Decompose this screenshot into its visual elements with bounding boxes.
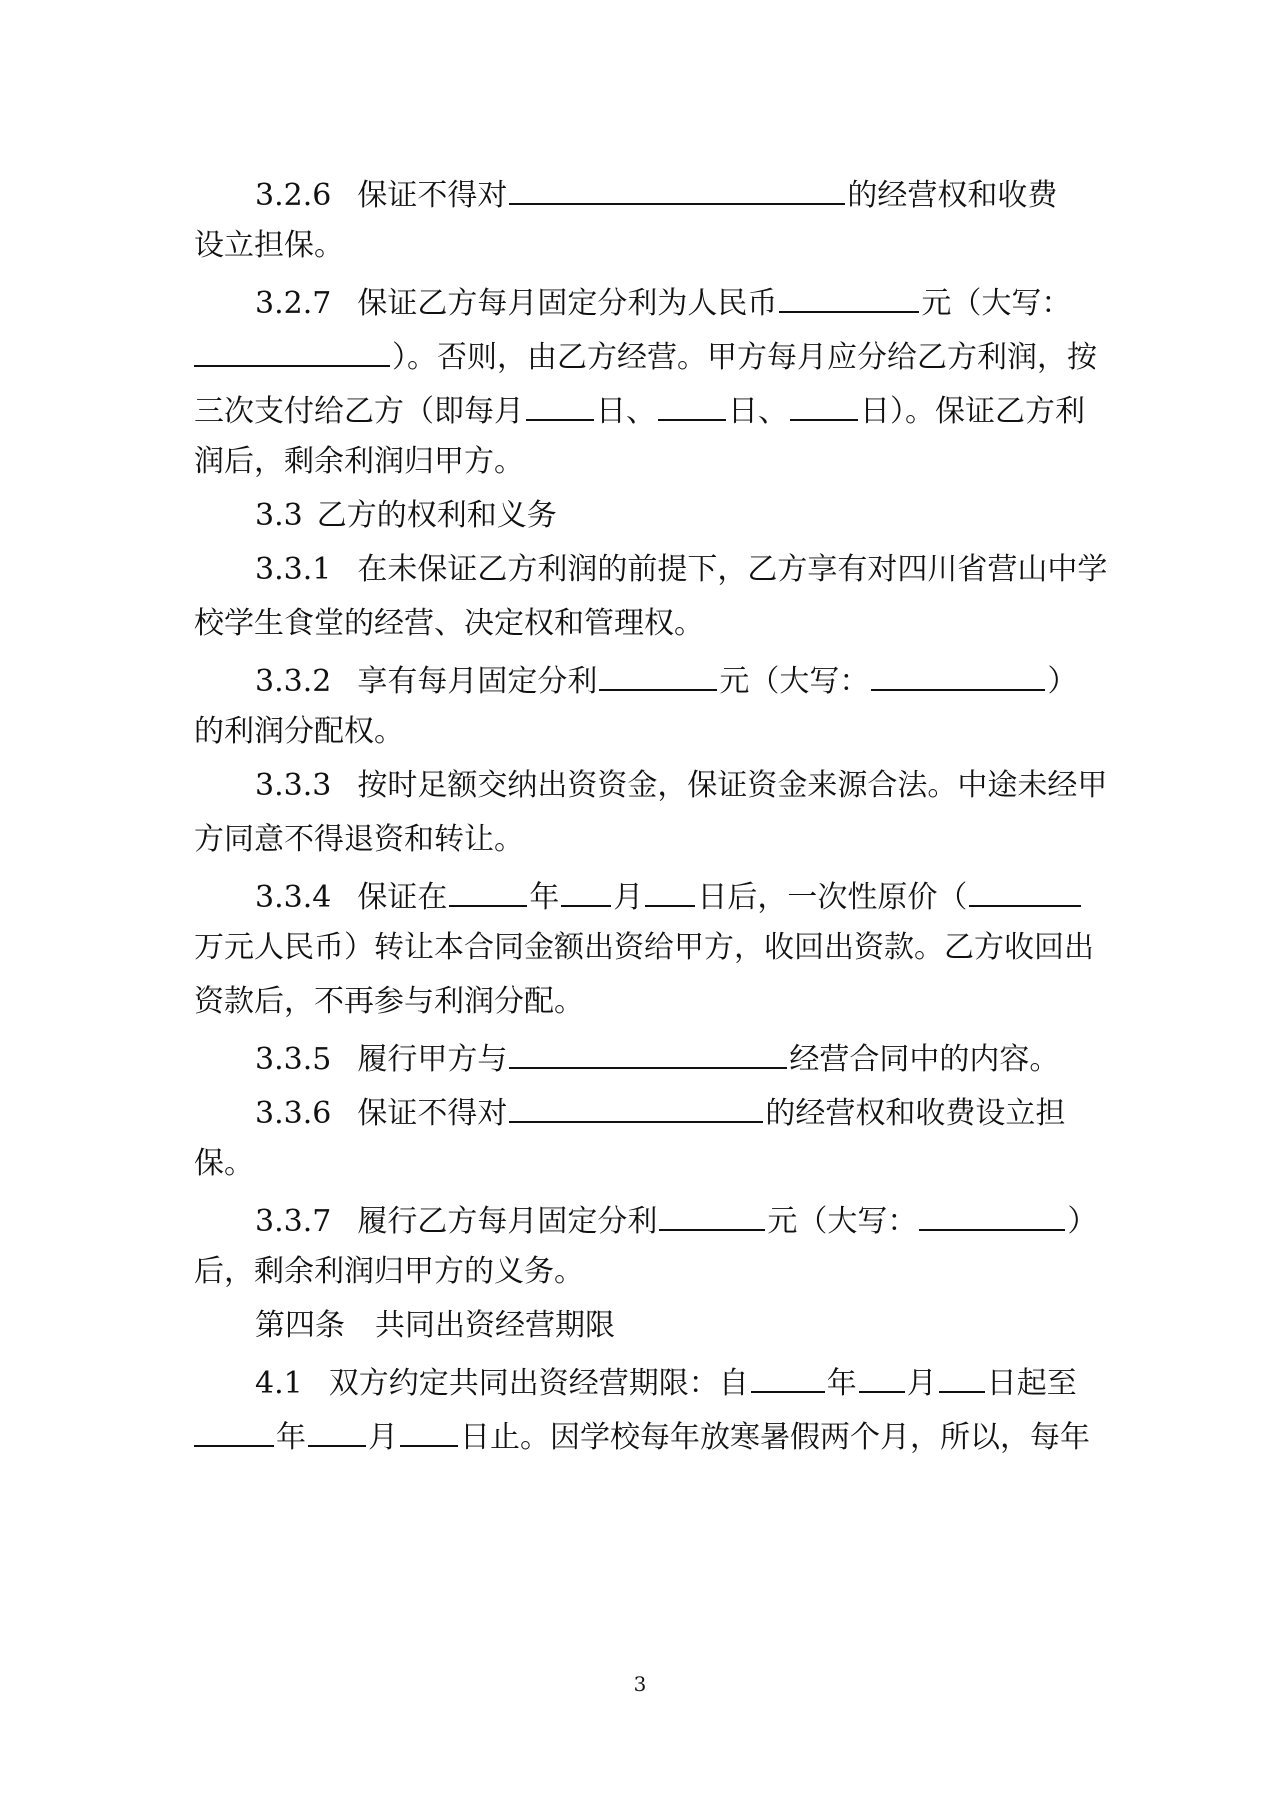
article-4-heading: 第四条 共同出资经营期限 <box>255 1308 615 1343</box>
clause-3-3-4-line-1: 3.3.4 保证在 年 月 日后，一次性原价（ <box>255 869 1130 919</box>
clause-3-3-2-line-1: 3.3.2 享有每月固定分利 元（大写： ） <box>255 653 1130 703</box>
clause-3-3-3-line-2: 方同意不得退资和转让。 <box>194 822 524 857</box>
blank-field[interactable] <box>526 383 594 421</box>
blank-field[interactable] <box>449 869 527 907</box>
blank-field[interactable] <box>939 1355 985 1393</box>
clause-3-3-7-line-1: 3.3.7 履行乙方每月固定分利 元（大写： ） <box>255 1193 1130 1243</box>
blank-field[interactable] <box>779 275 919 313</box>
blank-field[interactable] <box>919 1193 1065 1231</box>
clause-3-2-6-line-1: 3.2.6 保证不得对 的经营权和收费 <box>255 167 1130 217</box>
clause-4-1-line-2: 年 月 日止。因学校每年放寒暑假两个月，所以，每年 <box>194 1409 1130 1459</box>
section-heading-3-3: 3.3 乙方的权利和义务 <box>255 498 557 533</box>
blank-field[interactable] <box>658 383 726 421</box>
clause-3-3-3-line-1: 3.3.3 按时足额交纳出资资金，保证资金来源合法。中途未经甲 <box>255 768 1108 803</box>
blank-field[interactable] <box>561 869 611 907</box>
blank-field[interactable] <box>509 1085 763 1123</box>
blank-field[interactable] <box>871 653 1045 691</box>
clause-4-1-line-1: 4.1 双方约定共同出资经营期限：自 年 月 日起至 <box>255 1355 1130 1405</box>
clause-3-3-7-line-2: 后，剩余利润归甲方的义务。 <box>194 1254 584 1289</box>
clause-number: 3.2.6 <box>255 178 332 213</box>
blank-field[interactable] <box>969 869 1081 907</box>
clause-number: 3.3.4 <box>255 880 332 915</box>
clause-number: 3.3.5 <box>255 1042 332 1077</box>
blank-field[interactable] <box>509 167 845 205</box>
clause-number: 3.3.1 <box>255 552 332 587</box>
clause-number: 3.3.3 <box>255 768 332 803</box>
clause-3-3-5-line-1: 3.3.5 履行甲方与 经营合同中的内容。 <box>255 1031 1130 1081</box>
clause-3-3-4-line-2: 万元人民币）转让本合同金额出资给甲方，收回出资款。乙方收回出 <box>194 930 1094 965</box>
blank-field[interactable] <box>790 383 858 421</box>
blank-field[interactable] <box>194 329 390 367</box>
clause-3-3-1-line-1: 3.3.1 在未保证乙方利润的前提下，乙方享有对四川省营山中学 <box>255 552 1108 587</box>
blank-field[interactable] <box>400 1409 458 1447</box>
clause-3-3-6-line-2: 保。 <box>194 1146 254 1181</box>
clause-3-3-6-line-1: 3.3.6 保证不得对 的经营权和收费设立担 <box>255 1085 1130 1135</box>
clause-3-3-1-line-2: 校学生食堂的经营、决定权和管理权。 <box>194 606 704 641</box>
blank-field[interactable] <box>751 1355 825 1393</box>
blank-field[interactable] <box>659 1193 765 1231</box>
clause-3-3-2-line-2: 的利润分配权。 <box>194 714 404 749</box>
clause-3-2-7-line-4: 润后，剩余利润归甲方。 <box>194 444 524 479</box>
clause-number: 3.3.2 <box>255 664 332 699</box>
blank-field[interactable] <box>509 1031 787 1069</box>
blank-field[interactable] <box>599 653 717 691</box>
clause-3-2-7-line-1: 3.2.7 保证乙方每月固定分利为人民币 元（大写： <box>255 275 1130 325</box>
blank-field[interactable] <box>308 1409 366 1447</box>
clause-3-3-4-line-3: 资款后，不再参与利润分配。 <box>194 984 584 1019</box>
blank-field[interactable] <box>194 1409 274 1447</box>
clause-number: 3.2.7 <box>255 286 332 321</box>
clause-3-2-6-line-2: 设立担保。 <box>194 228 344 263</box>
clause-number: 3.3.6 <box>255 1096 332 1131</box>
clause-3-2-7-line-3: 三次支付给乙方（即每月 日、 日、 日）。保证乙方利 <box>194 383 1130 433</box>
clause-3-2-7-line-2: ）。否则，由乙方经营。甲方每月应分给乙方利润，按 <box>194 329 1130 379</box>
blank-field[interactable] <box>859 1355 905 1393</box>
clause-number: 4.1 <box>255 1366 303 1401</box>
clause-number: 3.3.7 <box>255 1204 332 1239</box>
page-number: 3 <box>633 1672 647 1696</box>
blank-field[interactable] <box>645 869 695 907</box>
